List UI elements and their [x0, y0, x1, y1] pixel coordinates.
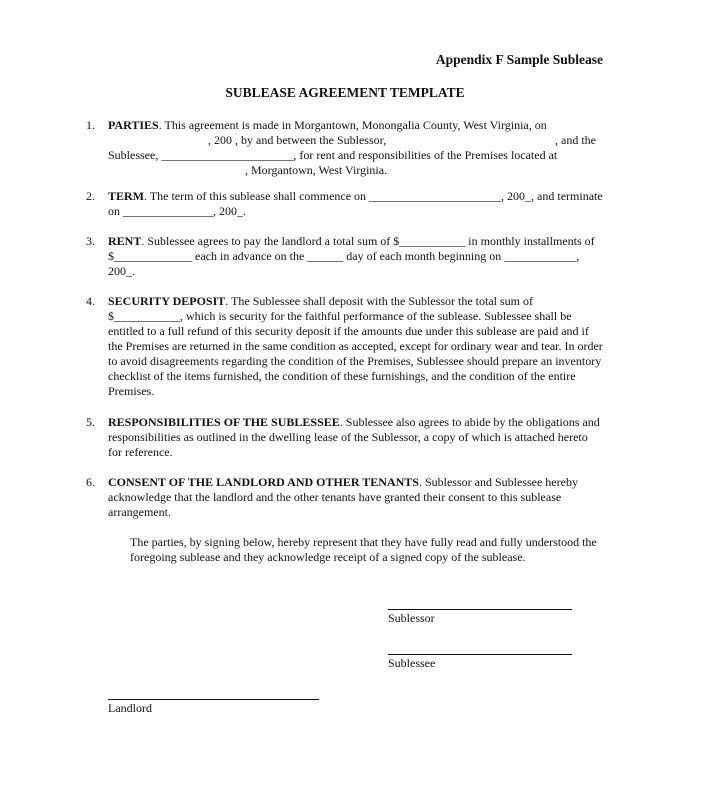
sublessor-label: Sublessor — [388, 611, 435, 625]
section-parties — [86, 118, 604, 178]
section-text: , Morgantown, West Virginia. — [245, 163, 388, 177]
sublessee-label: Sublessee — [388, 656, 436, 670]
landlord-signature-line[interactable] — [108, 699, 319, 700]
section-consent — [86, 475, 604, 520]
sublessor-signature-line[interactable] — [388, 609, 572, 610]
section-number: 6. — [86, 475, 95, 489]
section-term — [86, 189, 604, 219]
section-number: 2. — [86, 189, 95, 203]
section-security-deposit — [86, 294, 604, 399]
section-number: 3. — [86, 234, 95, 248]
section-text: . The Sublessee shall deposit with the Sublessor the total sum of $___________, which is security for the faithful performance of the sublease. Sublessee shall be entitled to a full refund of this security deposit if the amounts due under this sublease are paid and if the Premises are returned in the same condition as accepted, except for ordinary wear and tear. In order to avoid disagreements regarding the condition of the Premises, Sublessee should prepare an inventory checklist of the items furnished, the condition of these furnishings, and the condition of the entire Premises. — [108, 294, 603, 398]
section-text: . Sublessee also agrees to abide by the obligations and responsibilities as outlined in the dwelling lease of the Sublessor, a copy of which is attached hereto for reference. — [108, 415, 600, 459]
section-responsibilities — [86, 415, 604, 460]
section-text: . The term of this sublease shall commence on ______________________, 200_, and terminate on _______________, 200_. — [108, 189, 603, 218]
section-heading: CONSENT OF THE LANDLORD AND OTHER TENANTS — [108, 475, 419, 489]
landlord-label: Landlord — [108, 701, 152, 715]
section-heading: SECURITY DEPOSIT — [108, 294, 226, 308]
document-title: SUBLEASE AGREEMENT TEMPLATE — [225, 85, 465, 100]
section-text: . Sublessee agrees to pay the landlord a total sum of $___________ in monthly installments of $_____________ each in advance on the ______ day of each month beginning on ____________, 200_. — [108, 234, 595, 278]
section-text: , 200 , by and between the Sublessor, — [208, 133, 387, 147]
section-text: , and the — [555, 133, 596, 147]
section-heading: RESPONSIBILITIES OF THE SUBLESSEE — [108, 415, 340, 429]
section-number: 5. — [86, 415, 95, 429]
appendix-label: Appendix F Sample Sublease — [435, 52, 603, 67]
section-text: . This agreement is made in Morgantown, Monongalia County, West Virginia, on — [158, 118, 547, 132]
section-number: 1. — [86, 118, 95, 132]
section-text: . Sublessor and Sublessee hereby acknowledge that the landlord and the other tenants have granted their consent to this sublease arrangement. — [108, 475, 578, 519]
section-heading: PARTIES — [108, 118, 159, 132]
section-rent — [86, 234, 604, 279]
section-number: 4. — [86, 294, 95, 308]
affirmation-paragraph: The parties, by signing below, hereby represent that they have fully read and fully understood the foregoing sublease and they acknowledge receipt of a signed copy of the sublease. — [130, 535, 597, 564]
section-text: Sublessee, ______________________, for rent and responsibilities of the Premises located at — [108, 148, 558, 162]
section-heading: TERM — [108, 189, 144, 203]
section-heading: RENT — [108, 234, 142, 248]
sublessee-signature-line[interactable] — [388, 654, 572, 655]
